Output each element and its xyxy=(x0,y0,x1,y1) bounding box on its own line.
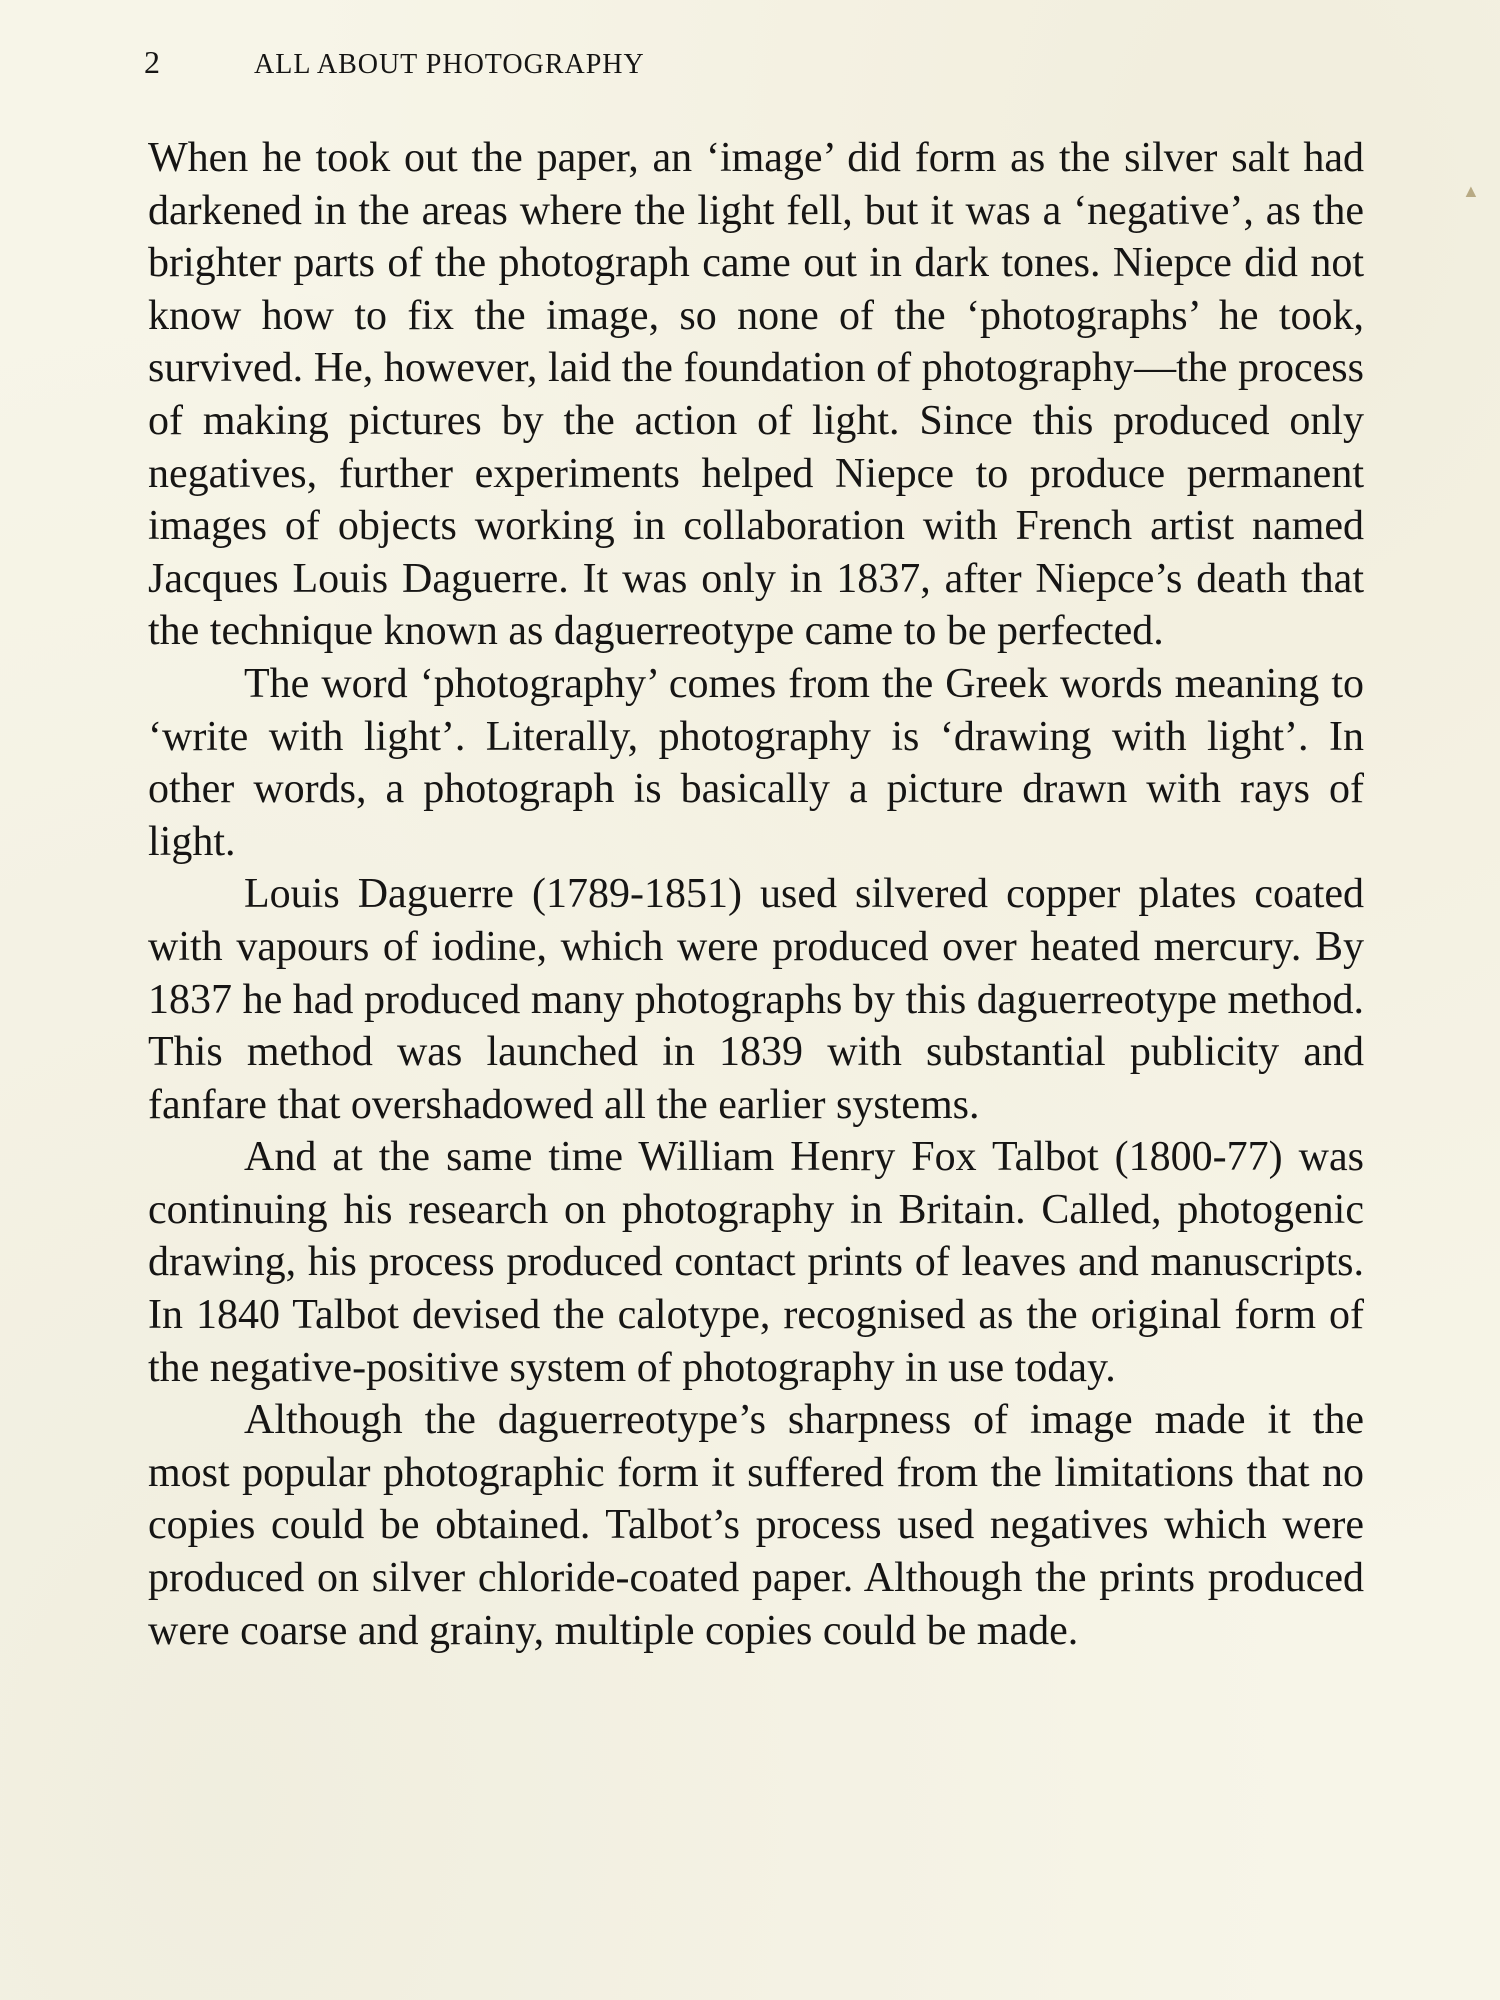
ink-speck-icon: ▲ xyxy=(1462,181,1480,201)
body-text xyxy=(148,132,1364,1657)
paragraph-continuation: When he took out the paper, an ‘image’ did form as the silver salt had darkened in the areas where the light fell, but it was a ‘negative’, as the brighter parts of the photograph came out in dark tones. Niepce did not know how to fix the image, so none of the ‘photographs’ he took, survived. He, however, laid the foundation of photography—the process of making pictures by the action of light. Since this produced only negatives, further experiments helped Niepce to produce permanent images of objects working in collaboration with French artist named Jacques Louis Daguerre. It was only in 1837, after Niepce’s death that the technique known as daguerreotype came to be perfected. xyxy=(148,135,1364,655)
paragraph-photography-definition: The word ‘photography’ comes from the Greek words meaning to ‘write with light’. Literally, photography is ‘drawing with light’. In other words, a photograph is basically a picture drawn with rays of light. xyxy=(148,660,1364,865)
paragraph-daguerre: Louis Daguerre (1789-1851) used silvered copper plates coated with vapours of iodine, which were produced over heated mercury. By 1837 he had produced many photographs by this daguerreotype method. This method was launched in 1839 with substantial publicity and fanfare that overshadowed all the earlier systems. xyxy=(148,871,1364,1128)
paragraph-comparison: Although the daguerreotype’s sharpness of image made it the most popular photographic form it suffered from the limitations that no copies could be obtained. Talbot’s process used negatives which were produced on silver chloride-coated paper. Although the prints produced were coarse and grainy, multiple copies could be made. xyxy=(148,1397,1364,1654)
paragraph-talbot: And at the same time William Henry Fox Talbot (1800-77) was continuing his research on photography in Britain. Called, photogenic drawing, his process produced contact prints of leaves and manuscripts. In 1840 Talbot devised the calotype, recognised as the original form of the negative-positive system of photography in use today. xyxy=(148,1134,1364,1391)
page-number: 2 xyxy=(144,44,161,80)
running-head: ALL ABOUT PHOTOGRAPHY xyxy=(254,49,645,80)
page-header xyxy=(144,44,1364,84)
